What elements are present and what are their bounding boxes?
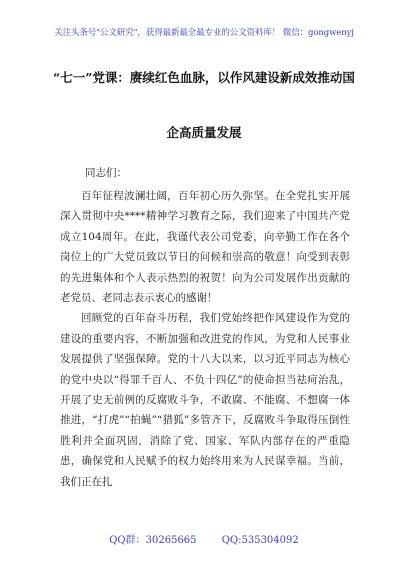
header-promo-text: 关注头条号"公文研究"，获得最新最全最专业的公文资料库！ 微信：gongwenyj: [54, 28, 354, 38]
document-body: [60, 186, 350, 492]
document-title-line-2: 企高质量发展: [166, 125, 242, 140]
body-paragraph-2: 回顾党的百年奋斗历程，我们党始终把作风建设作为党的建设的重要内容，不断加强和改进党的作风，为党和人民事业发展提供了坚强保障。党的十八大以来，以习近平同志为核心的党中央以“得罪千百人、不负十四亿”的使命担当祛疴治乱，开展了史无前例的反腐败斗争，不敢腐、不能腐、不想腐一体推进，“打虎”“拍蝇”“猎狐”多管齐下，反腐败斗争取得压倒性胜利并全面巩固，消除了党、国家、军队内部存在的严重隐患，确保党和人民赋予的权力始终用来为人民谋幸福。当前，我们正在扎: [60, 312, 350, 488]
footer-contact: [0, 531, 408, 546]
salutation: 同志们：: [85, 167, 127, 179]
document-title-line-1: “七一”党课：赓续红色血脉，以作风建设新成效推动国: [53, 70, 355, 85]
qq-group-number: QQ群：30265665: [109, 535, 197, 546]
qq-number: QQ:535304092: [221, 535, 299, 546]
body-paragraph-1: 百年征程波澜壮阔，百年初心历久弥坚。在全党扎实开展深入贯彻中央****精神学习教育之际，我们迎来了中国共产党成立104周年。在此，我谨代表公司党委，向辛勤工作在各个岗位上的广大党员致以节日的问候和崇高的敬意！向受到表彰的先进集体和个人表示热烈的祝贺！向为公司发展作出贡献的老党员、老同志表示衷心的感谢！: [60, 190, 350, 305]
